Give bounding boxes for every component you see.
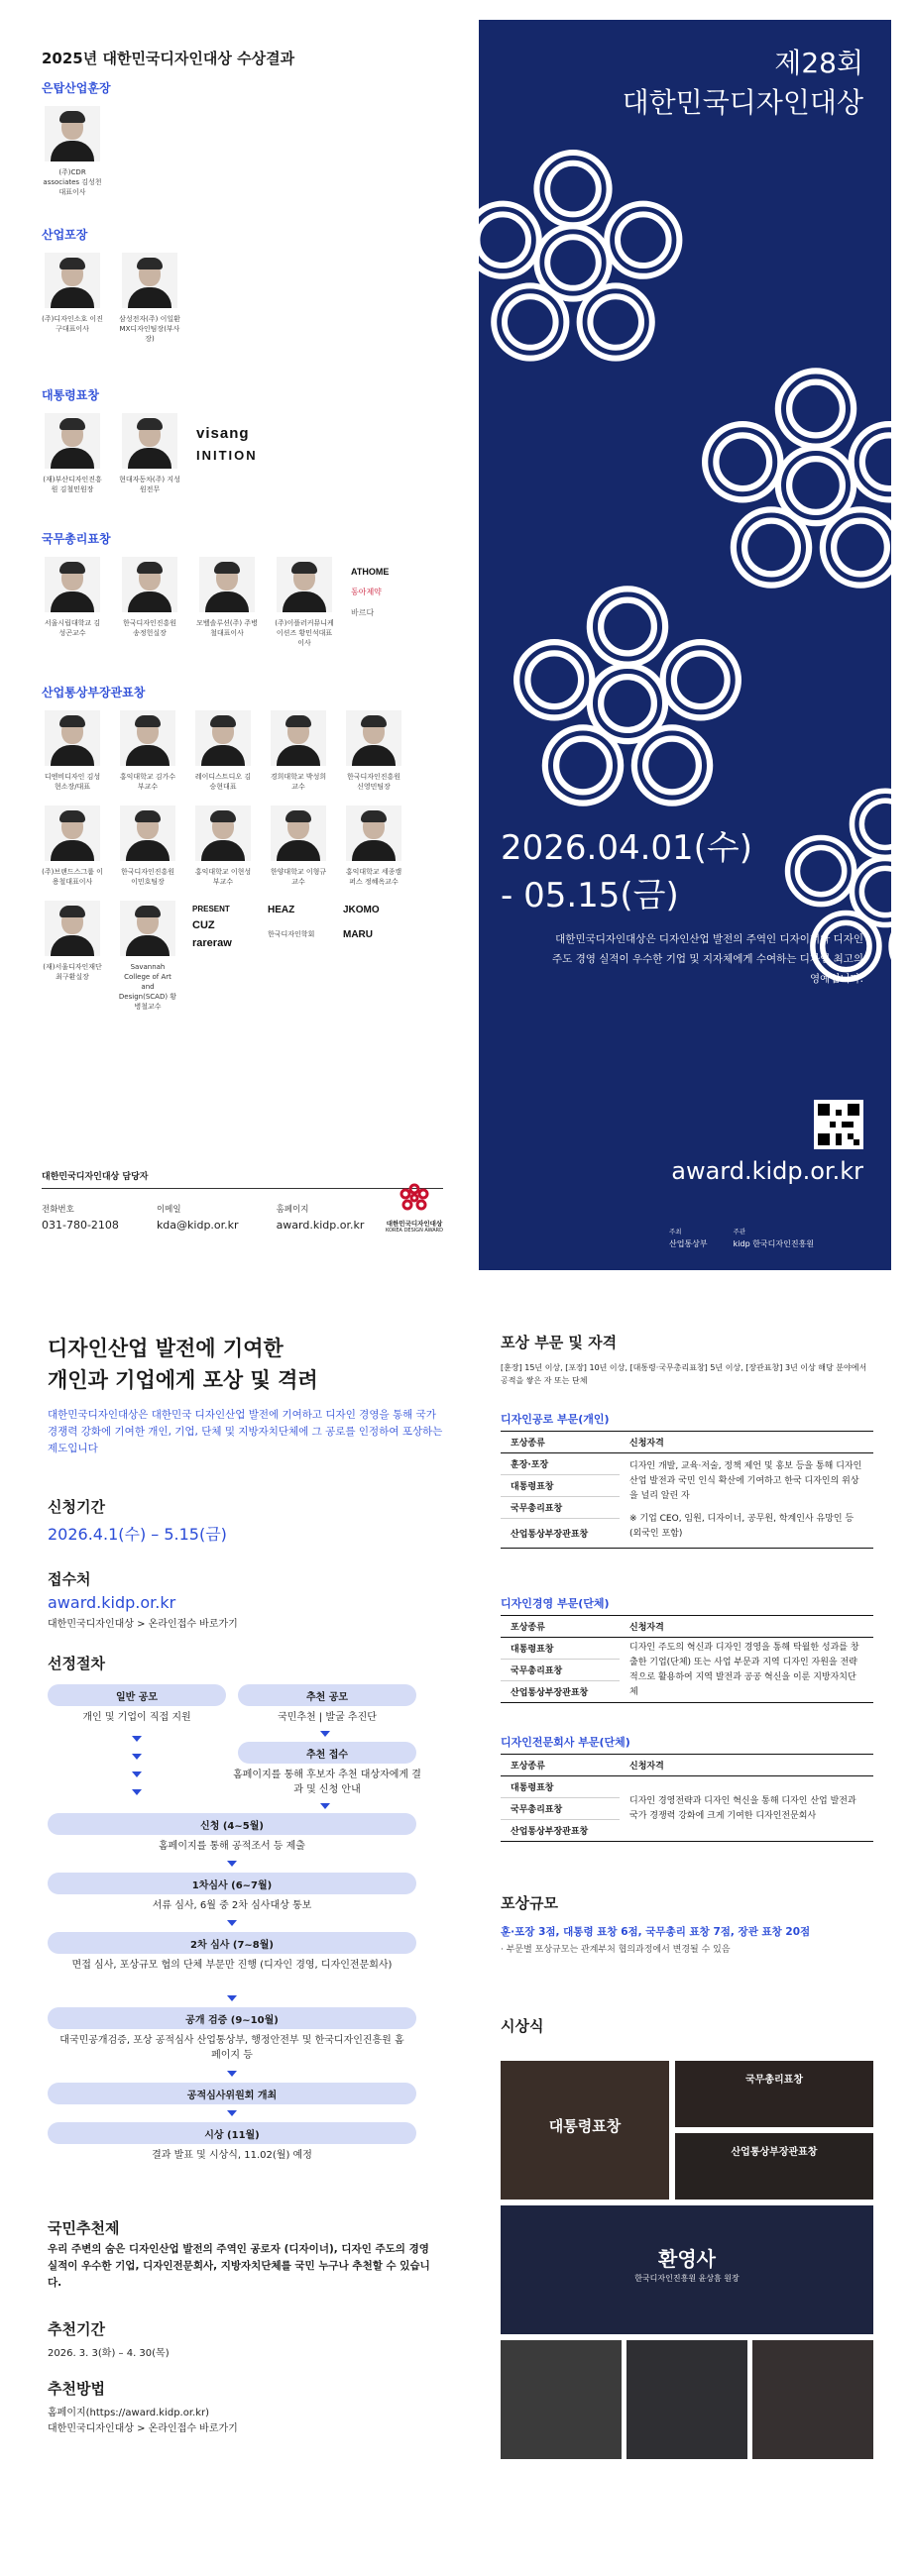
qual-cell: 디자인 경영전략과 디자인 혁신을 통해 디자인 산업 발전과 국가 경쟁력 강화에 크게 기여한 디자인전문회사: [620, 1776, 873, 1842]
section-prime-minister: [42, 530, 406, 648]
section-title: 산업포장: [42, 228, 88, 242]
ceremony-photo-pm: [675, 2061, 873, 2127]
photo-label: 환영사: [658, 2247, 716, 2271]
ceremony-photo-president: [501, 2061, 669, 2200]
qual-cell: 디자인 주도의 혁신과 디자인 경영을 통해 탁월한 성과를 창출한 기업(단체) 또는 사업 부문과 지역 디자인 자원을 전략적으로 활용하여 지역 발전과 공공 혁신을 이룬 지방자치단체: [620, 1638, 873, 1703]
email-value[interactable]: kda@kidp.or.kr: [156, 1219, 239, 1232]
col-qual: 신청자격: [620, 1432, 873, 1453]
col-kind: 포상종류: [501, 1755, 620, 1776]
application-guide: [0, 1288, 472, 2576]
phone-label: 전화번호: [42, 1205, 74, 1215]
cuz-logo: CUZ: [192, 919, 215, 931]
winner-photo: [120, 901, 175, 956]
organizer-name: kidp 한국디자인진흥원: [733, 1239, 815, 1248]
nominate-method-path: 대한민국디자인대상 > 온라인접수 바로가기: [48, 2423, 238, 2434]
criteria-table-management: [501, 1615, 873, 1703]
ceremony-photo-minister: [675, 2133, 873, 2200]
flow-general: 일반 공모: [48, 1684, 226, 1706]
headline-line-1: 디자인산업 발전에 기여한: [48, 1337, 284, 1360]
flow-public-sub: 대국민공개검증, 포상 공적심사 산업통상부, 행정안전부 및 한국디자인진흥원 홈페이지 등: [59, 2035, 404, 2061]
winner-card: [42, 901, 103, 982]
contact-title: 대한민국디자인대상 담당자: [42, 1169, 443, 1189]
maru-logo: MARU: [343, 929, 373, 940]
winner-card: [196, 557, 258, 638]
winner-caption: 모벨솔루션(주) 주병철대표이사: [196, 619, 258, 637]
headline-line-2: 개인과 기업에게 포상 및 격려: [48, 1368, 318, 1392]
jkomo-logo: JKOMO: [343, 905, 380, 915]
kind-cell: 국무총리표창: [501, 1497, 620, 1519]
guide-intro: 대한민국디자인대상은 대한민국 디자인산업 발전에 기여하고 디자인 경영을 통해 국가경쟁력 강화에 기여한 개인, 기업, 단체 및 지방자치단체에 그 공로를 인정하여 포상하는 제도입니다: [48, 1409, 443, 1454]
phone-value[interactable]: 031-780-2108: [42, 1219, 119, 1232]
arrow-down-icon: [132, 1754, 142, 1760]
winner-caption: 한국디자인진흥원 이민호팀장: [120, 868, 175, 886]
poster-url-link[interactable]: award.kidp.or.kr: [671, 1157, 863, 1185]
winner-caption: 한양대학교 이형규교수: [270, 868, 327, 886]
section-title: 은탑산업훈장: [42, 81, 111, 95]
heaz-logo: HEAZ: [268, 905, 295, 915]
poster-date-start: 2026.04.01(수): [501, 828, 753, 868]
flow-ceremony: 시상 (11월): [48, 2122, 416, 2144]
flow-apply-sub: 홈페이지를 통해 공적조서 등 제출: [159, 1841, 305, 1852]
flow-general-sub: 개인 및 기업이 직접 지원: [82, 1712, 191, 1723]
winner-caption: 디엔비디자인 김성현소장/대표: [44, 773, 101, 791]
winner-photo: [122, 253, 177, 308]
nominate-period-title: 추천기간: [48, 2320, 105, 2338]
winner-card: [274, 557, 335, 648]
criteria-panel: [501, 1288, 873, 2576]
flow-ceremony-sub: 결과 발표 및 시상식, 11.02(월) 예정: [152, 2150, 312, 2161]
criteria-title: 포상 부문 및 자격: [501, 1334, 618, 1351]
winner-photo: [199, 557, 255, 612]
flow-recommend-sub: 국민추천 | 발굴 추진단: [278, 1712, 377, 1723]
period-value: 2026.4.1(수) – 5.15(금): [48, 1525, 227, 1544]
host-name: 산업통상부: [669, 1239, 708, 1248]
winner-photo: [45, 413, 100, 469]
poster-description: 대한민국디자인대상은 디자인산업 발전의 주역인 디자이너와 디자인 주도 경영 실적이 우수한 기업 및 지자체에게 수여하는 디자인 최고의 영예입니다.: [551, 933, 863, 985]
winner-photo: [120, 805, 175, 861]
winner-card: [268, 710, 329, 792]
winner-photo: [346, 710, 401, 766]
winner-caption: 서울시립대학교 김성곤교수: [44, 619, 101, 637]
section-industry-medal: [42, 226, 180, 344]
flow-rec-submit-sub: 홈페이지를 통해 후보자 추천 대상자에게 결과 및 신청 안내: [233, 1770, 421, 1795]
ceremony-photo-3: [752, 2340, 873, 2459]
winner-caption: 홍익대학교 세종캠퍼스 정혜옥교수: [345, 868, 402, 886]
winner-caption: (주)이플러커뮤니케이션즈 황민석대표이사: [275, 619, 334, 647]
flow-apply: 신청 (4~5월): [48, 1813, 416, 1835]
arrow-down-icon: [227, 2071, 237, 2077]
criteria-note: [훈장] 15년 이상, [포장] 10년 이상, [대통령·국무총리표창] 5년 이상, [장관표창] 3년 이상 해당 분야에서 공적을 쌓은 자 또는 단체: [501, 1363, 867, 1385]
visang-logo: visang: [196, 425, 250, 442]
kind-cell: 산업통상부장관표창: [501, 1519, 620, 1549]
flow-recommend: 추천 공모: [238, 1684, 416, 1706]
winner-card: [117, 710, 178, 792]
arrow-down-icon: [227, 2110, 237, 2116]
scale-title: 포상규모: [501, 1894, 558, 1912]
inition-logo: INITION: [196, 448, 258, 463]
nominate-method-link[interactable]: 홈페이지(https://award.kidp.or.kr): [48, 2408, 210, 2418]
winner-card: [117, 901, 178, 1012]
flow-committee: 공적심사위원회 개최: [48, 2083, 416, 2104]
photo-sublabel: 한국디자인진흥원 윤상흠 원장: [634, 2274, 740, 2283]
arrow-down-icon: [227, 1995, 237, 2001]
present-logo: PRESENT: [192, 905, 230, 913]
scale-note: · 부문별 포상규모는 관계부처 협의과정에서 변경될 수 있음: [501, 1945, 731, 1955]
winner-card: [42, 805, 103, 887]
kda-flower-icon: [398, 1181, 431, 1215]
winner-caption: (주)브랜드스그룹 이용철대표이사: [42, 868, 103, 886]
nominate-method-title: 추천방법: [48, 2380, 105, 2398]
scale-text: 훈·포장 3점, 대통령 표창 6점, 국무총리 표창 7점, 장관 표창 20점: [501, 1926, 811, 1938]
dongapharm-logo: 동아제약: [351, 588, 382, 596]
nominate-period: 2026. 3. 3(화) – 4. 30(목): [48, 2348, 170, 2359]
kind-cell: 국무총리표창: [501, 1660, 620, 1681]
winner-caption: Savannah College of Art and Design(SCAD) 황병철교수: [118, 963, 177, 1011]
winner-photo: [45, 106, 100, 161]
organizer-label: 주관: [733, 1228, 746, 1235]
col-kind: 포상종류: [501, 1432, 620, 1453]
winner-caption: 레이디스트디오 김승현대표: [194, 773, 252, 791]
poster-edition: 제28회: [774, 47, 863, 79]
winner-caption: 삼성전자(주) 이일환 MX디자인팀장(부사장): [119, 315, 180, 343]
winner-card: [42, 106, 103, 197]
arrow-down-icon: [132, 1736, 142, 1742]
nominate-title: 국민추천제: [48, 2219, 120, 2237]
winner-card: [42, 253, 103, 334]
winner-photo: [271, 710, 326, 766]
winner-photo: [346, 805, 401, 861]
winner-card: [343, 710, 404, 792]
kdsociety-logo: 한국디자인학회: [268, 930, 315, 938]
ceremony-title: 시상식: [501, 2017, 544, 2035]
barda-logo: 바르다: [351, 608, 375, 617]
kind-cell: 산업통상부장관표창: [501, 1820, 620, 1842]
kind-cell: 대통령표창: [501, 1776, 620, 1798]
flow-first-sub: 서류 심사, 6월 중 2차 심사대상 통보: [152, 1900, 312, 1911]
flow-first-review: 1차심사 (6~7월): [48, 1873, 416, 1894]
qual-note: ※ 기업 CEO, 임원, 디자이너, 공무원, 학계인사 유망인 등 (외국인 포함): [629, 1514, 854, 1539]
winner-caption: 현대자동차(주) 지성원전무: [119, 476, 180, 493]
col-qual: 신청자격: [620, 1755, 873, 1776]
criteria-section-title: 디자인전문회사 부문(단체): [501, 1736, 630, 1749]
kind-cell: 대통령표창: [501, 1475, 620, 1497]
winner-caption: 한국디자인진흥원 신영민팀장: [346, 773, 401, 791]
arrow-down-icon: [320, 1803, 330, 1809]
host-label: 주최: [669, 1228, 682, 1235]
criteria-section-title: 디자인경영 부문(단체): [501, 1597, 610, 1610]
qr-code-icon[interactable]: [814, 1100, 863, 1149]
winner-caption: (재)부산디자인진흥원 김철민원장: [43, 476, 102, 493]
col-qual: 신청자격: [620, 1616, 873, 1638]
winner-card: [343, 805, 404, 887]
kind-cell: 대통령표창: [501, 1638, 620, 1660]
flow-second-review: 2차 심사 (7~8월): [48, 1932, 416, 1954]
winner-caption: 경희대학교 박성희교수: [270, 773, 327, 791]
winner-photo: [271, 805, 326, 861]
winner-photo: [122, 557, 177, 612]
process-title: 선정절차: [48, 1655, 105, 1672]
winner-photo: [45, 901, 100, 956]
winner-card: [192, 710, 254, 792]
winner-card: [268, 805, 329, 887]
winner-photo: [45, 557, 100, 612]
winner-photo: [277, 557, 332, 612]
flower-pattern-graphic: [479, 20, 891, 1270]
criteria-table-agency: [501, 1754, 873, 1842]
winner-caption: 홍익대학교 이현성부교수: [194, 868, 252, 886]
section-silver-tower: [42, 79, 111, 197]
place-title: 접수처: [48, 1570, 91, 1588]
ceremony-photo-1: [501, 2340, 622, 2459]
flow-rec-submit: 추천 접수: [238, 1742, 416, 1764]
results-title: 2025년 대한민국디자인대상 수상결과: [42, 50, 295, 67]
winner-photo: [120, 710, 175, 766]
section-title: 산업통상부장관표창: [42, 686, 146, 699]
place-path: 대한민국디자인대상 > 온라인접수 바로가기: [48, 1619, 238, 1630]
ceremony-photo-2: [626, 2340, 747, 2459]
place-url-link[interactable]: award.kidp.or.kr: [48, 1593, 176, 1612]
arrow-down-icon: [132, 1771, 142, 1777]
poster-footer: [669, 1227, 814, 1249]
poster-title: 대한민국디자인대상: [622, 86, 863, 119]
award-poster: [479, 20, 891, 1270]
poster-date-end: - 05.15(금): [501, 876, 679, 915]
winner-photo: [45, 253, 100, 308]
winner-caption: (주)CDR associates 김성천대표이사: [43, 168, 102, 196]
winner-card: [192, 805, 254, 887]
kda-logo-text: 대한민국디자인대상: [386, 1220, 443, 1228]
winner-caption: (재)서울디자인재단 최구환실장: [43, 963, 102, 981]
col-kind: 포상종류: [501, 1616, 620, 1638]
section-title: 대통령표창: [42, 388, 99, 402]
winner-caption: 한국디자인진흥원 송정헌실장: [122, 619, 177, 637]
qual-text: 디자인 개발, 교육·저술, 정책 제언 및 홍보 등을 통해 디자인 산업 발전과 국민 인식 확산에 기여하고 한국 디자인의 위상을 널리 알린 자: [629, 1461, 862, 1501]
web-label: 홈페이지: [276, 1205, 309, 1215]
kind-cell: 국무총리표창: [501, 1798, 620, 1820]
section-president: [42, 386, 258, 494]
period-title: 신청기간: [48, 1498, 105, 1516]
winner-card: [119, 413, 180, 494]
winner-photo: [195, 805, 251, 861]
kind-cell: 훈장·포장: [501, 1453, 620, 1475]
results-panel: [0, 0, 472, 1288]
arrow-down-icon: [320, 1731, 330, 1737]
web-link[interactable]: award.kidp.or.kr: [276, 1219, 365, 1232]
winner-card: [117, 805, 178, 887]
kind-cell: 산업통상부장관표창: [501, 1681, 620, 1703]
criteria-table-individual: [501, 1431, 873, 1549]
winner-photo: [195, 710, 251, 766]
winner-card: [42, 710, 103, 792]
winner-card: [119, 557, 180, 638]
arrow-down-icon: [227, 1920, 237, 1926]
winner-photo: [45, 710, 100, 766]
athome-logo: ATHOME: [351, 567, 390, 577]
photo-label: 산업통상부장관표창: [731, 2147, 818, 2158]
rareraw-logo: rareraw: [192, 937, 232, 949]
kda-logo: [386, 1181, 443, 1234]
winner-photo: [45, 805, 100, 861]
winner-card: [119, 253, 180, 344]
qual-cell: [620, 1453, 873, 1549]
flow-second-sub: 면접 심사, 포상규모 협의 단체 부문만 진행 (디자인 경영, 디자인전문회사): [71, 1960, 393, 1971]
criteria-section-title: 디자인공로 부문(개인): [501, 1413, 610, 1426]
arrow-down-icon: [132, 1789, 142, 1795]
section-minister: [42, 684, 404, 1012]
winner-photo: [122, 413, 177, 469]
winner-caption: (주)디자인소호 이진구대표이사: [42, 315, 103, 333]
contact-block: [42, 1169, 443, 1232]
nominate-text: 우리 주변의 숨은 디자인산업 발전의 주역인 공로자 (디자이너), 디자인 주도의 경영 실적이 우수한 기업, 디자인전문회사, 지방자치단체를 국민 누구나 추천할 수 있습니다.: [48, 2243, 430, 2289]
arrow-down-icon: [227, 1861, 237, 1867]
photo-label: 대통령표창: [548, 2117, 622, 2135]
winner-card: [42, 557, 103, 638]
kda-logo-sub: KOREA DESIGN AWARD: [385, 1228, 443, 1234]
winner-caption: 홍익대학교 김가수부교수: [119, 773, 176, 791]
guide-headline: [48, 1333, 318, 1396]
section-title: 국무총리표창: [42, 532, 111, 546]
ceremony-photo-welcome: [501, 2205, 873, 2334]
winner-card: [42, 413, 103, 494]
photo-label: 국무총리표창: [745, 2075, 803, 2086]
flow-public-review: 공개 검증 (9~10월): [48, 2007, 416, 2029]
email-label: 이메일: [156, 1205, 181, 1215]
